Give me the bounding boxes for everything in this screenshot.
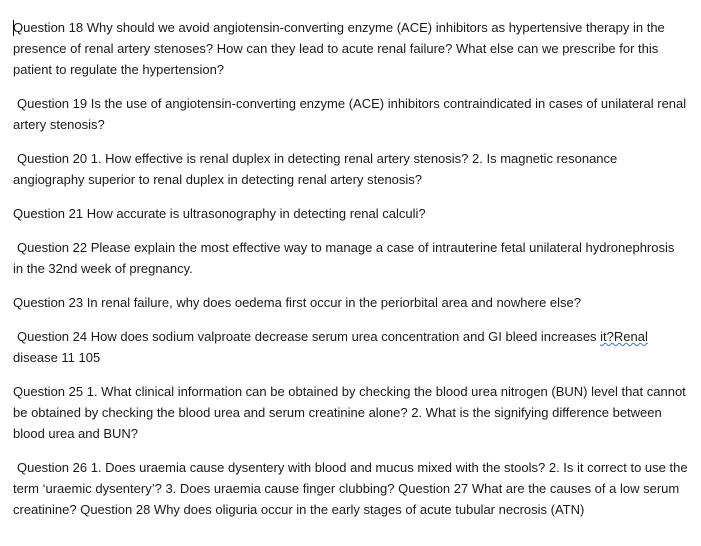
question-18-text: Question 18 Why should we avoid angiotensin-converting enzyme (ACE) inhibitors as hypertensive therapy in the presence of renal artery stenoses? How can they lead to acute renal failure? What else can we prescribe for this patient to regulate the hypertension?	[13, 20, 669, 77]
paragraph-question-20[interactable]	[13, 148, 688, 190]
question-21-text: Question 21 How accurate is ultrasonography in detecting renal calculi?	[13, 206, 426, 221]
question-24-suffix: disease 11 105	[13, 329, 652, 365]
question-19-text: Question 19 Is the use of angiotensin-converting enzyme (ACE) inhibitors contraindicated in cases of unilateral renal artery stenosis?	[13, 96, 690, 132]
paragraph-question-26[interactable]	[13, 457, 692, 520]
paragraph-question-19[interactable]	[13, 93, 688, 135]
paragraph-question-22[interactable]	[13, 237, 688, 279]
paragraph-question-23[interactable]	[13, 292, 688, 313]
paragraph-question-24[interactable]	[13, 326, 688, 368]
question-24-text: Question 24 How does sodium valproate decrease serum urea concentration and GI bleed increases	[17, 329, 601, 344]
question-23-text: Question 23 In renal failure, why does oedema first occur in the periorbital area and nowhere else?	[13, 295, 581, 310]
paragraph-question-18[interactable]	[13, 17, 688, 80]
question-22-text: Question 22 Please explain the most effective way to manage a case of intrauterine fetal unilateral hydronephrosis in the 32nd week of pregnancy.	[13, 240, 678, 276]
question-26-text: Question 26 1. Does uraemia cause dysentery with blood and mucus mixed with the stools? 2. Is it correct to use the term ‘uraemic dysentery’? 3. Does uraemia cause finger clubbing? Question 27 What are the causes of a low serum creatinine? Question 28 Why does oliguria occur in the early stages of acute tubular necrosis (ATN)	[13, 460, 692, 517]
question-20-text: Question 20 1. How effective is renal duplex in detecting renal artery stenosis? 2. Is magnetic resonance angiography superior to renal duplex in detecting renal artery stenosis?	[13, 151, 621, 187]
paragraph-question-25[interactable]	[13, 381, 688, 444]
question-25-text: Question 25 1. What clinical information can be obtained by checking the blood urea nitrogen (BUN) level that cannot be obtained by checking the blood urea and serum creatinine alone? 2. What is the signifying difference between blood urea and BUN?	[13, 384, 690, 441]
document-body[interactable]	[13, 17, 692, 520]
paragraph-question-21[interactable]	[13, 203, 688, 224]
spelling-flagged-word[interactable]: it?Renal	[600, 329, 648, 344]
